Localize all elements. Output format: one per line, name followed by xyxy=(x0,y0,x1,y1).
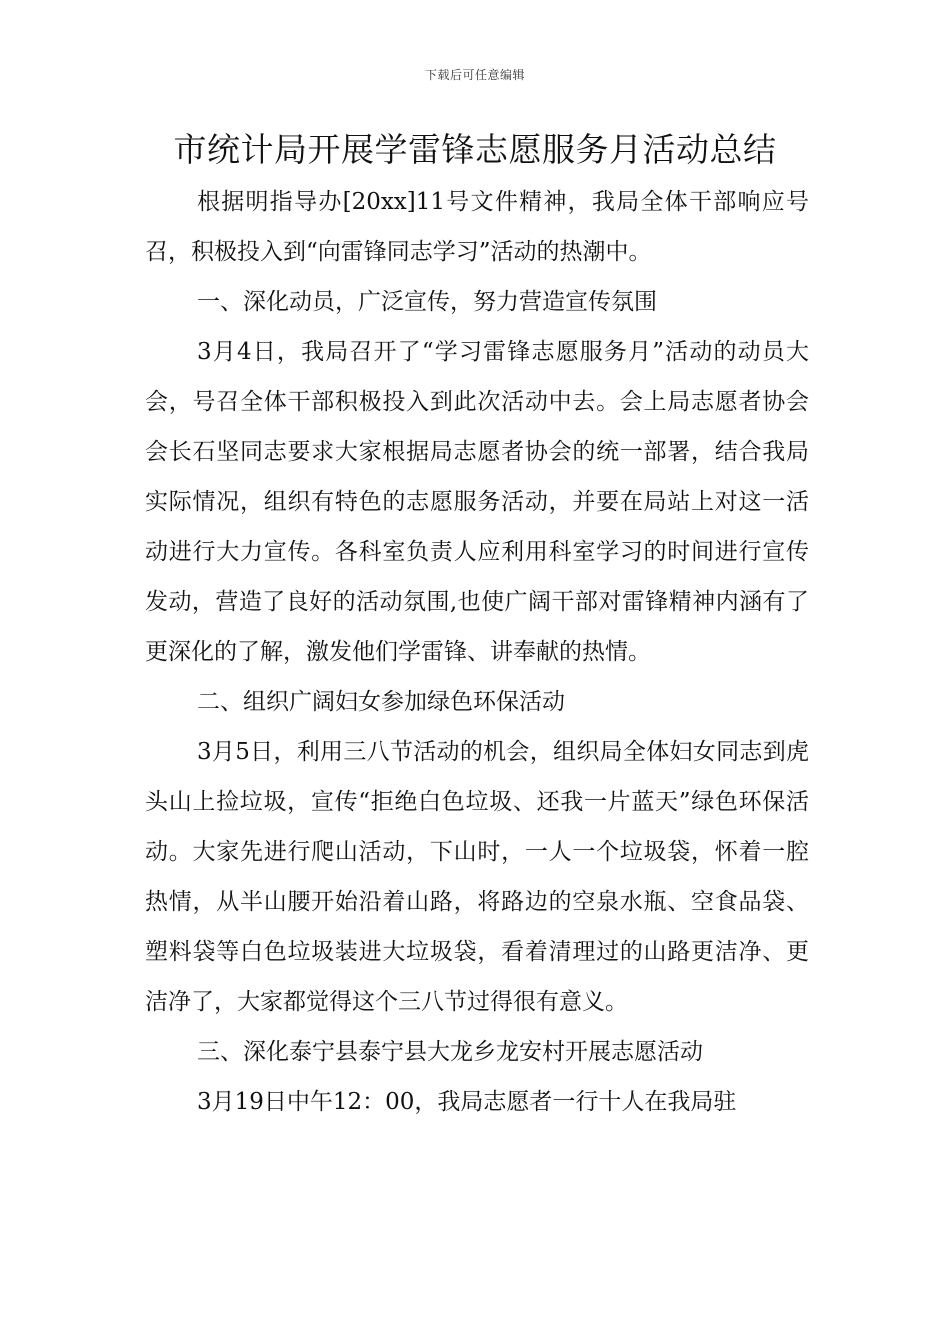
section-heading-1: 一、深化动员，广泛宣传，努力营造宣传氛围 xyxy=(197,289,657,315)
section-heading-2: 二、组织广阔妇女参加绿色环保活动 xyxy=(197,689,565,715)
document-title: 市统计局开展学雷锋志愿服务月活动总结 xyxy=(173,130,777,169)
paragraph-section-1: 3月4日，我局召开了“学习雷锋志愿服务月”活动的动员大会，号召全体干部积极投入到此次活动中去。会上局志愿者协会会长石坚同志要求大家根据局志愿者协会的统一部署，结合我局实际情况，组织有特色的志愿服务活动，并要在局站上对这一活动进行大力宣传。各科室负责人应利用科室学习的时间进行宣传发动，营造了良好的活动氛围,也使广阔干部对雷锋精神内涵有了更深化的了解，激发他们学雷锋、讲奉献的热情。 xyxy=(145,339,809,665)
paragraph-intro: 根据明指导办[20xx]11号文件精神，我局全体干部响应号召，积极投入到“向雷锋同志学习”活动的热潮中。 xyxy=(145,189,809,265)
document-body xyxy=(145,177,809,1127)
paragraph-section-2: 3月5日，利用三八节活动的机会，组织局全体妇女同志到虎头山上捡垃圾，宣传“拒绝白色垃圾、还我一片蓝天”绿色环保活动。大家先进行爬山活动，下山时，一人一个垃圾袋，怀着一腔热情，从半山腰开始沿着山路，将路边的空泉水瓶、空食品袋、塑料袋等白色垃圾装进大垃圾袋，看着清理过的山路更洁净、更洁净了，大家都觉得这个三八节过得很有意义。 xyxy=(145,739,809,1015)
paragraph-section-3: 3月19日中午12：00，我局志愿者一行十人在我局驻 xyxy=(197,1089,737,1115)
header-note: 下载后可任意编辑 xyxy=(424,68,525,82)
section-heading-3: 三、深化泰宁县泰宁县大龙乡龙安村开展志愿活动 xyxy=(197,1039,703,1065)
